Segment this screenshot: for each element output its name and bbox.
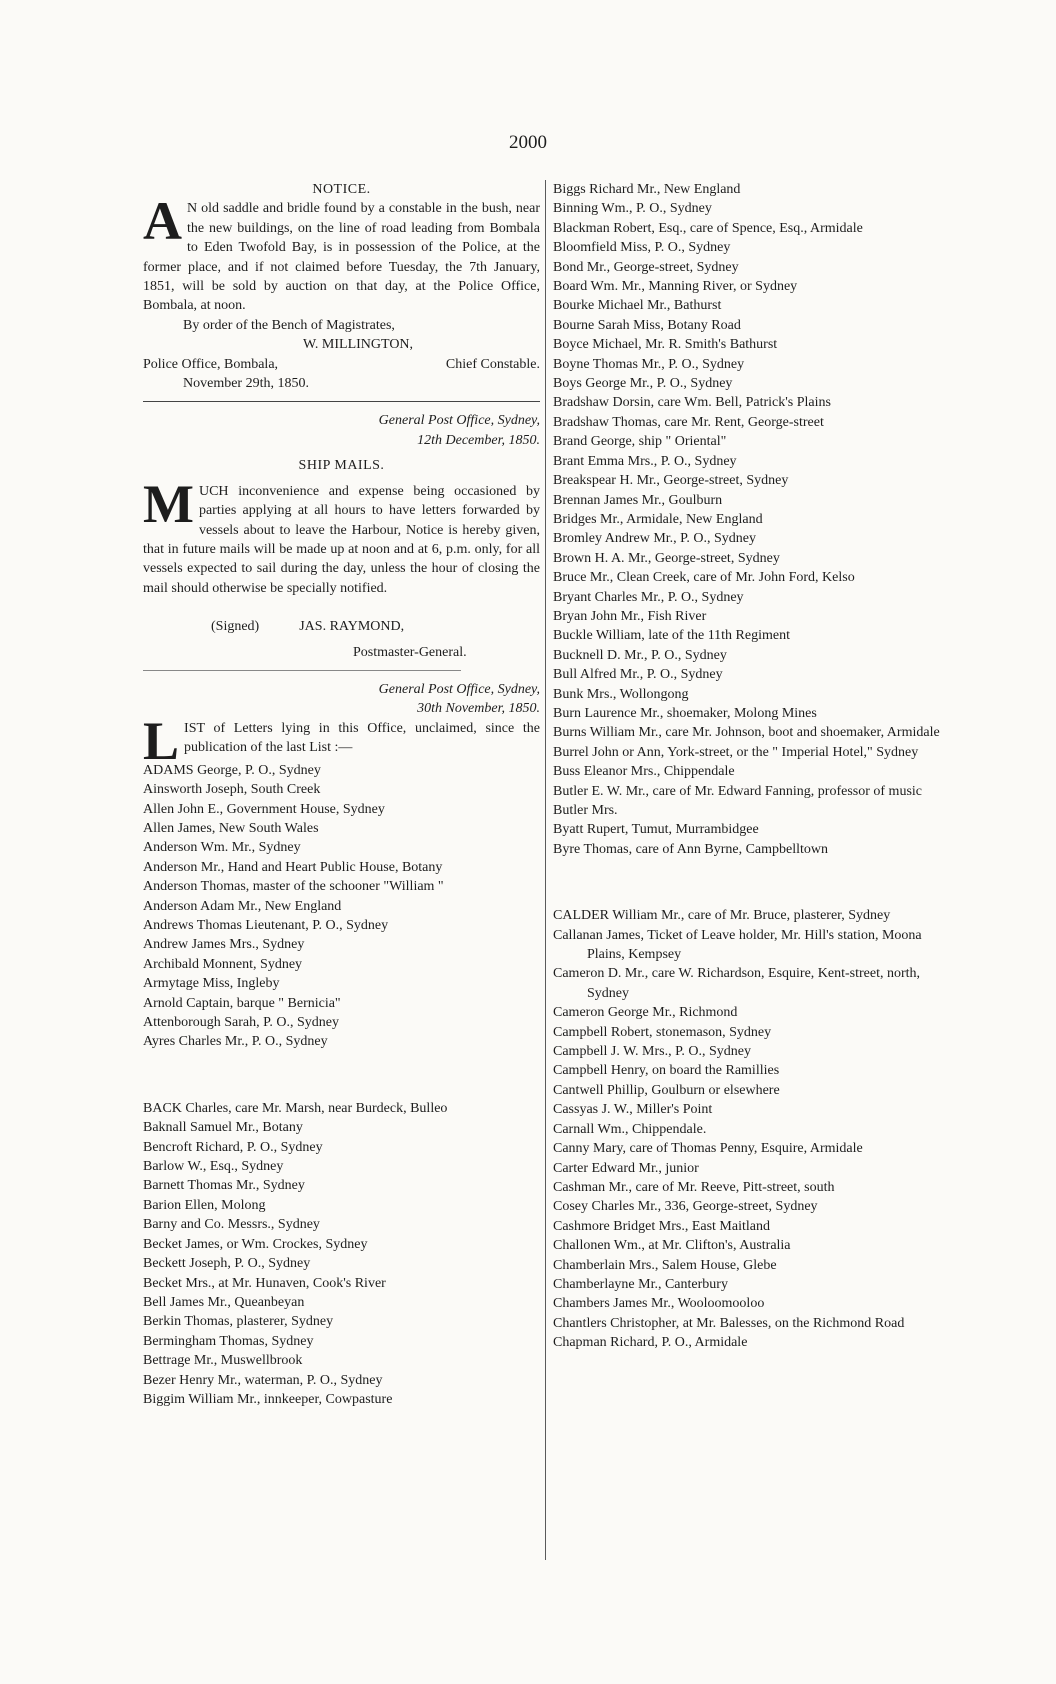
letter-entry: Bencroft Richard, P. O., Sydney: [143, 1139, 323, 1155]
letter-entry: Cantwell Phillip, Goulburn or elsewhere: [553, 1082, 780, 1098]
page-number: 2000: [509, 132, 547, 153]
letter-entry: CALDER William Mr., care of Mr. Bruce, plasterer, Sydney: [553, 908, 891, 924]
letter-entry: Anderson Adam Mr., New England: [143, 898, 342, 914]
ship-mails-role: Postmaster-General.: [353, 644, 467, 660]
letter-entry: Allen John E., Government House, Sydney: [143, 801, 385, 817]
letter-entry: Ayres Charles Mr., P. O., Sydney: [143, 1034, 328, 1050]
letter-entry: Chambers James Mr., Wooloomooloo: [553, 1296, 765, 1312]
letter-entry: Cashmore Bridget Mrs., East Maitland: [553, 1218, 770, 1234]
letter-entry: Bourke Michael Mr., Bathurst: [553, 298, 722, 314]
notice-role: Chief Constable.: [445, 356, 540, 372]
letter-entry: Barny and Co. Messrs., Sydney: [143, 1217, 320, 1233]
letter-entry: Burn Laurence Mr., shoemaker, Molong Mines: [553, 705, 817, 721]
notice-office-row: [143, 355, 540, 374]
ship-mails-signed: (Signed): [211, 619, 260, 635]
letter-entry: Barlow W., Esq., Sydney: [143, 1159, 284, 1175]
letter-entry: Brown H. A. Mr., George-street, Sydney: [553, 550, 780, 566]
letter-entry: Bradshaw Thomas, care Mr. Rent, George-street: [553, 414, 824, 430]
letter-entry: Boys George Mr., P. O., Sydney: [553, 376, 733, 392]
letter-entry: Carnall Wm., Chippendale.: [553, 1121, 707, 1137]
letter-entry: Burrel John or Ann, York-street, or the " Imperial Hotel," Sydney: [553, 744, 919, 760]
letter-entry: Bermingham Thomas, Sydney: [143, 1333, 314, 1349]
letter-entry: Campbell Henry, on board the Ramillies: [553, 1063, 780, 1079]
letter-entry: Barion Ellen, Molong: [143, 1197, 266, 1213]
letter-entry: Butler Mrs.: [553, 803, 618, 818]
letters-place: General Post Office, Sydney,: [378, 681, 540, 697]
letter-entry: Andrew James Mrs., Sydney: [143, 937, 305, 953]
letter-entry: Byatt Rupert, Tumut, Murrambidgee: [553, 822, 759, 838]
letter-entry: Burns William Mr., care Mr. Johnson, boot and shoemaker, Armidale: [553, 725, 940, 741]
notice-text: N old saddle and bridle found by a constable in the bush, near the new buildings, on the line of road leading from Bombala to Eden Twofold Bay, is in possession of the Police, at the former place, and if not claimed before Tuesday, the 7th January, 1851, will be sold by auction on that day, at the Police Office, Bombala, at noon.: [143, 201, 540, 314]
notice-signer: W. MILLINGTON,: [303, 337, 414, 353]
letter-entry: Beckett Joseph, P. O., Sydney: [143, 1256, 311, 1272]
letter-entry: Board Wm. Mr., Manning River, or Sydney: [553, 279, 798, 295]
letter-entry: Bell James Mr., Queanbeyan: [143, 1294, 305, 1310]
letter-entry: Bull Alfred Mr., P. O., Sydney: [553, 667, 723, 683]
ship-mails-signed-row: [143, 617, 540, 636]
letter-entry: Anderson Mr., Hand and Heart Public House, Botany: [143, 859, 443, 875]
letter-entry: Bryant Charles Mr., P. O., Sydney: [553, 589, 744, 605]
letter-entry: Bettrage Mr., Muswellbrook: [143, 1353, 303, 1369]
letters-intro-text: IST of Letters lying in this Office, unclaimed, since the publication of the last List :—: [184, 720, 540, 756]
letter-entry: Cashman Mr., care of Mr. Reeve, Pitt-street, south: [553, 1179, 835, 1195]
letter-entry: Allen James, New South Wales: [143, 820, 319, 836]
letter-entry: Bruce Mr., Clean Creek, care of Mr. John Ford, Kelso: [553, 570, 855, 586]
letters-date: 30th November, 1850.: [417, 701, 540, 717]
notice-dropcap: A: [143, 191, 182, 252]
letter-entry: Bucknell D. Mr., P. O., Sydney: [553, 647, 727, 663]
letter-entry: Anderson Thomas, master of the schooner "William ": [143, 879, 444, 895]
letter-entry: Bunk Mrs., Wollongong: [553, 686, 689, 702]
letters-section: [143, 680, 540, 1409]
column-divider: [545, 180, 546, 1560]
letter-entry: Bridges Mr., Armidale, New England: [553, 511, 763, 527]
letters-dropcap: L: [143, 710, 180, 771]
notice-order: By order of the Bench of Magistrates,: [183, 317, 395, 333]
section-divider: [143, 670, 461, 671]
section-divider: [143, 401, 540, 402]
notice-title: NOTICE.: [312, 182, 371, 197]
letter-entry: BACK Charles, care Mr. Marsh, near Burdeck, Bulleo: [143, 1100, 448, 1116]
letter-entry: Armytage Miss, Ingleby: [143, 976, 280, 992]
letter-entry: Attenborough Sarah, P. O., Sydney: [143, 1015, 339, 1031]
letter-entry: Barnett Thomas Mr., Sydney: [143, 1178, 305, 1194]
letter-entry: Challonen Wm., at Mr. Clifton's, Australia: [553, 1238, 791, 1254]
letter-entry: Cosey Charles Mr., 336, George-street, Sydney: [553, 1199, 818, 1215]
letter-entry: Ainsworth Joseph, South Creek: [143, 782, 321, 798]
letter-entry: Becket Mrs., at Mr. Hunaven, Cook's River: [143, 1275, 386, 1291]
letter-entry: Arnold Captain, barque " Bernicia": [143, 995, 341, 1011]
letter-entry: Campbell Robert, stonemason, Sydney: [553, 1024, 772, 1040]
letter-entry: Cameron George Mr., Richmond: [553, 1005, 738, 1021]
left-column: [143, 180, 540, 1409]
letter-entry: Brand George, ship " Oriental": [553, 434, 727, 450]
list-gap: [553, 873, 951, 892]
ship-mails-place: General Post Office, Sydney,: [378, 413, 540, 429]
notice-date: November 29th, 1850.: [183, 376, 309, 392]
ship-mails-section: [143, 411, 540, 670]
letter-entry: Boyne Thomas Mr., P. O., Sydney: [553, 356, 745, 372]
letter-entry: Becket James, or Wm. Crockes, Sydney: [143, 1236, 368, 1252]
ship-mails-signer: JAS. RAYMOND,: [299, 619, 405, 635]
letter-entry: Brant Emma Mrs., P. O., Sydney: [553, 453, 737, 469]
letter-entry: Chantlers Christopher, at Mr. Balesses, on the Richmond Road: [553, 1315, 905, 1331]
letter-entry: Breakspear H. Mr., George-street, Sydney: [553, 473, 789, 489]
letter-entry: Campbell J. W. Mrs., P. O., Sydney: [553, 1044, 751, 1060]
letters-list-left: [143, 761, 540, 1410]
letter-entry: Baknall Samuel Mr., Botany: [143, 1120, 303, 1136]
ship-mails-text: UCH inconvenience and expense being occasioned by parties applying at all hours to have letters forwarded by vessels about to leave the Harbour, Notice is hereby given, that in future mails will be made up at noon and at 6, p.m. only, for all vessels expected to sail during the day, unless the hour of closing the mail should otherwise be specially notified.: [143, 483, 540, 596]
letter-entry: Bourne Sarah Miss, Botany Road: [553, 317, 741, 333]
letter-entry: Chamberlayne Mr., Canterbury: [553, 1276, 728, 1292]
letter-entry: Bryan John Mr., Fish River: [553, 608, 707, 624]
letter-entry: Brennan James Mr., Goulburn: [553, 492, 723, 508]
letter-entry: ADAMS George, P. O., Sydney: [143, 762, 321, 778]
letter-entry: Carter Edward Mr., junior: [553, 1160, 699, 1176]
notice-section: [143, 180, 540, 402]
notice-office: Police Office, Bombala,: [143, 356, 279, 372]
letter-entry: Bradshaw Dorsin, care Wm. Bell, Patrick's Plains: [553, 395, 831, 411]
letter-entry: Byre Thomas, care of Ann Byrne, Campbelltown: [553, 841, 829, 857]
letter-entry: Chamberlain Mrs., Salem House, Glebe: [553, 1257, 777, 1273]
letter-entry: Blackman Robert, Esq., care of Spence, Esq., Armidale: [553, 220, 863, 236]
ship-mails-dropcap: M: [143, 473, 194, 534]
letter-entry: Bloomfield Miss, P. O., Sydney: [553, 240, 731, 256]
letter-entry: Andrews Thomas Lieutenant, P. O., Sydney: [143, 918, 389, 933]
notice-body: [143, 191, 540, 315]
letter-entry: Bromley Andrew Mr., P. O., Sydney: [553, 531, 756, 547]
letter-entry: Binning Wm., P. O., Sydney: [553, 201, 712, 217]
letter-entry: Anderson Wm. Mr., Sydney: [143, 840, 301, 856]
letter-entry: Berkin Thomas, plasterer, Sydney: [143, 1314, 334, 1330]
list-gap: [143, 1066, 540, 1085]
ship-mails-date: 12th December, 1850.: [417, 432, 540, 448]
letters-list-right: [553, 180, 951, 1353]
letter-entry: Buss Eleanor Mrs., Chippendale: [553, 764, 735, 780]
letter-entry: Canny Mary, care of Thomas Penny, Esquire, Armidale: [553, 1141, 863, 1157]
letter-entry: Chapman Richard, P. O., Armidale: [553, 1335, 748, 1351]
right-column: [553, 180, 951, 1353]
letter-entry: Bezer Henry Mr., waterman, P. O., Sydney: [143, 1372, 383, 1388]
letter-entry: Butler E. W. Mr., care of Mr. Edward Fanning, professor of music: [553, 783, 922, 799]
letter-entry: Cameron D. Mr., care W. Richardson, Esquire, Kent-street, north, Sydney: [553, 966, 921, 1001]
ship-mails-body: [143, 473, 540, 598]
letter-entry: Boyce Michael, Mr. R. Smith's Bathurst: [553, 337, 778, 353]
letter-entry: Biggs Richard Mr., New England: [553, 182, 741, 197]
letter-entry: Bond Mr., George-street, Sydney: [553, 259, 739, 275]
letter-entry: Archibald Monnent, Sydney: [143, 956, 303, 972]
ship-mails-title: SHIP MAILS.: [298, 458, 385, 474]
letter-entry: Callanan James, Ticket of Leave holder, Mr. Hill's station, Moona Plains, Kempsey: [553, 927, 922, 963]
letter-entry: Biggim William Mr., innkeeper, Cowpasture: [143, 1391, 393, 1407]
letter-entry: Cassyas J. W., Miller's Point: [553, 1102, 713, 1118]
letter-entry: Buckle William, late of the 11th Regiment: [553, 628, 790, 644]
